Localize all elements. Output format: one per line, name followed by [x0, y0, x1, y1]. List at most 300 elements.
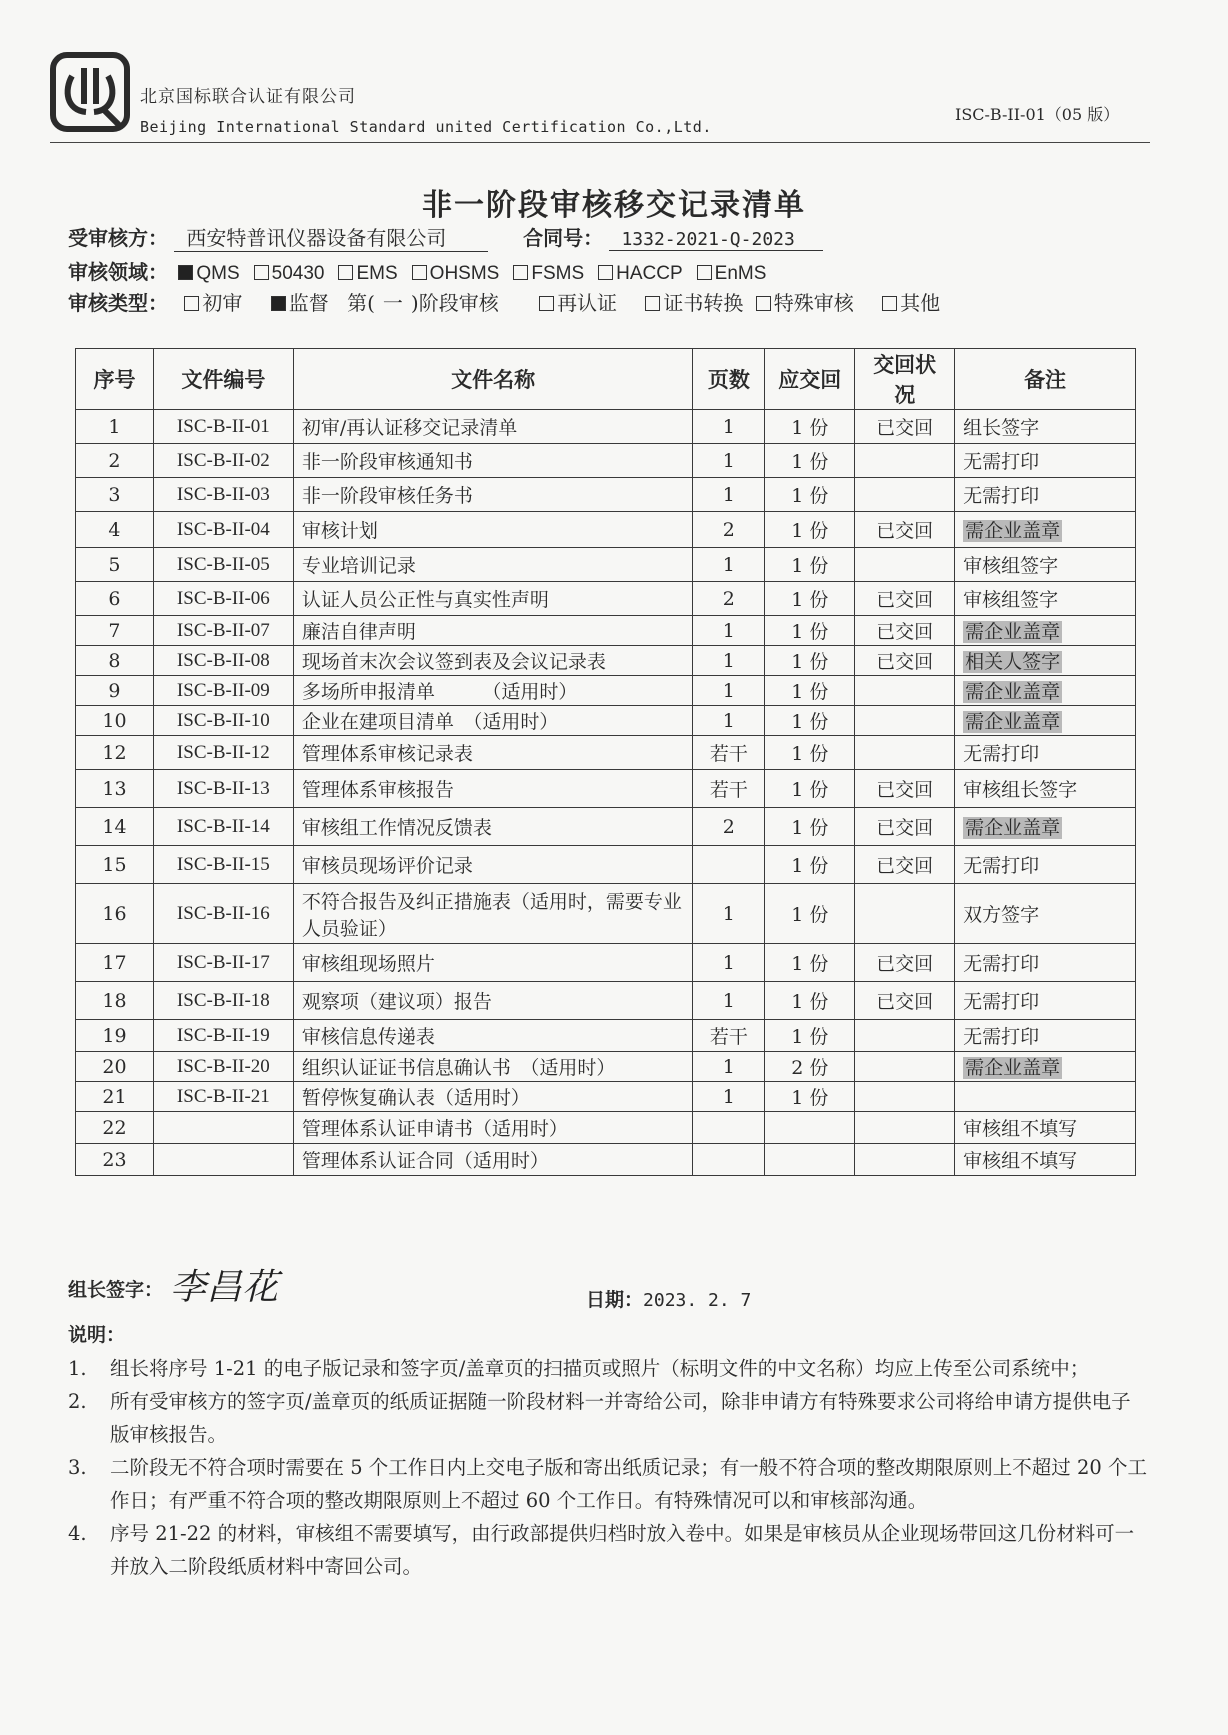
cell-pages-text: 1 [722, 649, 735, 672]
cell-remark-text: 需企业盖章 [965, 621, 1061, 643]
cell-no-text: 1 [108, 415, 121, 438]
cell-code [153, 1112, 293, 1144]
cell-no [76, 808, 154, 846]
cell-no-text: 4 [108, 518, 121, 541]
cell-pages [693, 1144, 765, 1176]
cell-status-text: 已交回 [876, 621, 934, 643]
cell-remark [955, 1112, 1136, 1144]
cell-status [855, 478, 955, 512]
cell-copies [765, 1112, 855, 1144]
cell-remark [955, 616, 1136, 646]
table-row [76, 736, 1136, 770]
cell-code-text: ISC-B-II-19 [176, 1024, 270, 1046]
cell-pages [693, 846, 765, 884]
cell-pages [693, 808, 765, 846]
cell-copies [765, 808, 855, 846]
cell-copies [765, 444, 855, 478]
cell-no [76, 736, 154, 770]
cell-pages-text: 1 [722, 951, 735, 974]
cell-pages [693, 548, 765, 582]
cell-copies [765, 1052, 855, 1082]
checkbox-recert[interactable] [539, 296, 554, 311]
cell-no-text: 2 [108, 449, 121, 472]
cell-name-text: 管理体系认证合同（适用时） [301, 1150, 549, 1172]
document-title: 非一阶段审核移交记录清单 [422, 188, 806, 223]
cell-copies-text: 1 份 [791, 855, 829, 877]
header-no: 序号 [76, 349, 154, 410]
table-row [76, 1052, 1136, 1082]
cell-no-text: 14 [102, 815, 127, 838]
cell-remark-text: 无需打印 [963, 451, 1040, 473]
cell-no [76, 478, 154, 512]
cell-no-text: 7 [108, 619, 121, 642]
cell-pages [693, 582, 765, 616]
cell-pages-text: 2 [722, 518, 735, 541]
option-transfer: 证书转换 [663, 291, 744, 315]
cell-name-text: 初审/再认证移交记录清单 [301, 417, 518, 439]
cell-copies [765, 512, 855, 548]
checkbox-domain-enms[interactable] [697, 265, 712, 280]
cell-no [76, 1052, 154, 1082]
cell-name [293, 808, 693, 846]
cell-pages-text: 若干 [709, 743, 748, 765]
checkbox-domain-haccp[interactable] [598, 265, 613, 280]
cell-name-text: 审核计划 [301, 520, 378, 542]
header-copies: 应交回 [765, 349, 855, 410]
cell-pages [693, 1112, 765, 1144]
cell-name-text: 组织认证证书信息确认书 （适用时） [301, 1057, 616, 1079]
note-text: 二阶段无不符合项时需要在 5 个工作日内上交电子版和寄出纸质记录；有一般不符合项的整改期限原则上不超过 20 个工作日；有严重不符合项的整改期限原则上不超过 60 个工作日。有特殊情况可以和审核部沟通。 [110, 1456, 1148, 1512]
cell-code [153, 582, 293, 616]
cell-status [855, 736, 955, 770]
cell-remark-text: 需企业盖章 [965, 681, 1061, 703]
cell-status-text: 已交回 [876, 855, 934, 877]
cell-remark [955, 982, 1136, 1020]
cell-status [855, 582, 955, 616]
note-number: 1. [68, 1357, 87, 1380]
cell-copies [765, 646, 855, 676]
cell-status-text: 已交回 [876, 817, 934, 839]
cell-pages [693, 982, 765, 1020]
checkbox-initial[interactable] [184, 296, 199, 311]
cell-name [293, 676, 693, 706]
cell-name [293, 1112, 693, 1144]
checkbox-other[interactable] [882, 296, 897, 311]
cell-code-text: ISC-B-II-14 [176, 815, 270, 837]
cell-code [153, 1144, 293, 1176]
cell-remark-text: 需企业盖章 [965, 1057, 1061, 1079]
cell-code [153, 1020, 293, 1052]
table-row [76, 512, 1136, 548]
cell-copies-text: 1 份 [791, 589, 829, 611]
header-pages: 页数 [693, 349, 765, 410]
records-table [75, 348, 1136, 1176]
cell-remark [955, 884, 1136, 944]
leader-sign-label: 组长签字： [68, 1279, 164, 1301]
cell-code-text: ISC-B-II-13 [176, 777, 270, 799]
domain-option-label: OHSMS [429, 263, 500, 284]
cell-copies-text: 2 份 [791, 1057, 829, 1079]
cell-pages [693, 1020, 765, 1052]
table-header-row [76, 349, 1136, 410]
cell-name [293, 646, 693, 676]
cell-name [293, 982, 693, 1020]
table-row [76, 944, 1136, 982]
cell-copies [765, 478, 855, 512]
table-row [76, 646, 1136, 676]
audited-party-value: 西安特普讯仪器设备有限公司 [174, 222, 488, 252]
cell-pages-text: 若干 [709, 779, 748, 801]
checkbox-domain-ohsms[interactable] [412, 265, 427, 280]
cell-remark-text: 需企业盖章 [965, 711, 1061, 733]
stage-value: 一 [382, 291, 403, 315]
cell-name-text: 企业在建项目清单 （适用时） [301, 711, 559, 733]
cell-code [153, 646, 293, 676]
cell-status-text: 已交回 [876, 651, 934, 673]
checkbox-transfer[interactable] [645, 296, 660, 311]
cell-status-text: 已交回 [876, 520, 934, 542]
cell-name-text: 审核员现场评价记录 [301, 855, 473, 877]
cell-name [293, 944, 693, 982]
cell-copies [765, 982, 855, 1020]
table-row [76, 706, 1136, 736]
cell-name [293, 548, 693, 582]
cell-no-text: 18 [102, 989, 127, 1012]
domain-option-label: FSMS [531, 263, 585, 284]
cell-copies [765, 410, 855, 444]
cell-name-text: 非一阶段审核通知书 [301, 451, 473, 473]
cell-copies [765, 944, 855, 982]
option-other: 其他 [900, 291, 941, 315]
cell-pages-text: 2 [722, 587, 735, 610]
cell-code-text: ISC-B-II-12 [176, 741, 270, 763]
cell-remark [955, 1052, 1136, 1082]
cell-copies [765, 770, 855, 808]
table-row [76, 410, 1136, 444]
cell-no-text: 6 [108, 587, 121, 610]
cell-code [153, 982, 293, 1020]
date-row [586, 1285, 751, 1312]
cell-pages-text: 1 [722, 709, 735, 732]
cell-no [76, 616, 154, 646]
note-item [68, 1517, 1148, 1583]
cell-copies-text: 1 份 [791, 651, 829, 673]
note-number: 2. [68, 1390, 87, 1413]
note-text: 所有受审核方的签字页/盖章页的纸质证据随一阶段材料一并寄给公司，除非申请方有特殊要求公司将给申请方提供电子版审核报告。 [110, 1390, 1131, 1446]
cell-copies [765, 1020, 855, 1052]
cell-code [153, 410, 293, 444]
cell-no-text: 16 [102, 902, 127, 925]
cell-no [76, 706, 154, 736]
cell-copies-text: 1 份 [791, 417, 829, 439]
cell-no [76, 646, 154, 676]
cell-code-text: ISC-B-II-06 [176, 587, 270, 609]
cell-name-text: 现场首末次会议签到表及会议记录表 [301, 651, 606, 673]
company-name-cn: 北京国标联合认证有限公司 [140, 87, 356, 107]
cell-no-text: 21 [102, 1085, 127, 1108]
cell-name-text: 管理体系审核记录表 [301, 743, 473, 765]
cell-copies [765, 582, 855, 616]
cell-remark [955, 944, 1136, 982]
cell-status [855, 1082, 955, 1112]
cell-status [855, 884, 955, 944]
domain-option-label: QMS [196, 263, 240, 284]
cell-status [855, 1144, 955, 1176]
cell-no-text: 8 [108, 649, 121, 672]
table-row [76, 1082, 1136, 1112]
cell-remark-text: 审核组签字 [963, 589, 1059, 611]
cell-name [293, 1020, 693, 1052]
checkbox-domain-50430[interactable] [254, 265, 269, 280]
cell-name [293, 1082, 693, 1112]
cell-remark [955, 736, 1136, 770]
cell-copies [765, 548, 855, 582]
cell-name-text: 审核信息传递表 [301, 1026, 435, 1048]
cell-code-text: ISC-B-II-21 [176, 1085, 270, 1107]
cell-status-text: 已交回 [876, 589, 934, 611]
stage-prefix: 第( [347, 291, 375, 315]
cell-copies-text: 1 份 [791, 485, 829, 507]
cell-status [855, 808, 955, 846]
checkbox-surveillance[interactable] [271, 296, 286, 311]
checkbox-domain-qms[interactable] [178, 265, 193, 280]
option-surveillance: 监督 [288, 291, 329, 315]
table-row [76, 582, 1136, 616]
cell-code-text: ISC-B-II-09 [176, 679, 270, 701]
option-initial: 初审 [202, 291, 243, 315]
cell-code-text: ISC-B-II-10 [176, 709, 270, 731]
cell-code-text: ISC-B-II-20 [176, 1055, 270, 1077]
cell-no-text: 12 [102, 741, 127, 764]
cell-status [855, 444, 955, 478]
checkbox-domain-fsms[interactable] [513, 265, 528, 280]
cell-name-text: 廉洁自律声明 [301, 621, 416, 643]
date-value: 2023. 2. 7 [643, 1290, 752, 1311]
cell-pages-text: 1 [722, 902, 735, 925]
cell-copies-text: 1 份 [791, 451, 829, 473]
cell-status [855, 1052, 955, 1082]
note-item [68, 1352, 1148, 1385]
cell-code [153, 444, 293, 478]
cell-code-text: ISC-B-II-17 [176, 951, 270, 973]
cell-remark-text: 审核组签字 [963, 555, 1059, 577]
cell-pages-text: 若干 [709, 1026, 748, 1048]
table-row [76, 884, 1136, 944]
cell-name [293, 884, 693, 944]
note-text: 序号 21-22 的材料，审核组不需要填写，由行政部提供归档时放入卷中。如果是审核员从企业现场带回这几份材料可一并放入二阶段纸质材料中寄回公司。 [110, 1522, 1135, 1578]
cell-copies [765, 706, 855, 736]
table-row [76, 676, 1136, 706]
cell-no [76, 444, 154, 478]
cell-copies-text: 1 份 [791, 817, 829, 839]
cell-name [293, 616, 693, 646]
cell-remark-text: 组长签字 [963, 417, 1040, 439]
cell-no-text: 23 [102, 1148, 127, 1171]
cell-remark [955, 512, 1136, 548]
cell-no [76, 676, 154, 706]
cell-no [76, 944, 154, 982]
cell-pages [693, 444, 765, 478]
cell-pages [693, 944, 765, 982]
option-special: 特殊审核 [773, 291, 854, 315]
checkbox-domain-ems[interactable] [338, 265, 353, 280]
cell-remark-text: 需企业盖章 [965, 520, 1061, 542]
cell-no-text: 5 [108, 553, 121, 576]
cell-name [293, 582, 693, 616]
cell-name [293, 512, 693, 548]
cell-name [293, 410, 693, 444]
cell-remark-text: 无需打印 [963, 485, 1040, 507]
table-row [76, 478, 1136, 512]
cell-pages-text: 1 [722, 1055, 735, 1078]
cell-name [293, 478, 693, 512]
cell-copies-text: 1 份 [791, 779, 829, 801]
table-row [76, 770, 1136, 808]
cell-remark-text: 双方签字 [963, 904, 1040, 926]
cell-name-text: 认证人员公正性与真实性声明 [301, 589, 549, 611]
cell-no [76, 1082, 154, 1112]
cell-name [293, 1052, 693, 1082]
cell-pages-text: 1 [722, 1085, 735, 1108]
cell-copies [765, 1082, 855, 1112]
company-name-en: Beijing International Standard united Certification Co.,Ltd. [140, 118, 712, 136]
cell-code-text: ISC-B-II-02 [176, 449, 270, 471]
cell-copies [765, 616, 855, 646]
cell-status [855, 512, 955, 548]
cell-status [855, 846, 955, 884]
cell-copies-text: 1 份 [791, 1087, 829, 1109]
cell-pages-text: 1 [722, 415, 735, 438]
cell-status [855, 616, 955, 646]
table-row [76, 548, 1136, 582]
cell-remark [955, 410, 1136, 444]
cell-no [76, 582, 154, 616]
cell-name-text: 管理体系认证申请书（适用时） [301, 1118, 568, 1140]
cell-copies [765, 846, 855, 884]
cell-pages [693, 478, 765, 512]
cell-remark-text: 审核组长签字 [963, 779, 1078, 801]
cell-copies-text: 1 份 [791, 711, 829, 733]
cell-pages-text: 2 [722, 815, 735, 838]
cell-no [76, 1020, 154, 1052]
date-label: 日期： [586, 1289, 644, 1311]
cell-remark-text: 无需打印 [963, 855, 1040, 877]
table-row [76, 444, 1136, 478]
cell-code-text: ISC-B-II-08 [176, 649, 270, 671]
cell-code-text: ISC-B-II-01 [176, 415, 270, 437]
cell-remark-text: 无需打印 [963, 1026, 1040, 1048]
cell-no-text: 13 [102, 777, 127, 800]
note-item [68, 1385, 1148, 1451]
cell-name-text: 专业培训记录 [301, 555, 416, 577]
cell-status-text: 已交回 [876, 953, 934, 975]
cell-no [76, 1144, 154, 1176]
table-row [76, 808, 1136, 846]
table-row [76, 1112, 1136, 1144]
cell-pages-text: 1 [722, 619, 735, 642]
cell-no-text: 15 [102, 853, 127, 876]
cell-remark [955, 846, 1136, 884]
cell-pages-text: 1 [722, 989, 735, 1012]
cell-pages [693, 706, 765, 736]
table-row [76, 982, 1136, 1020]
contract-value: 1332-2021-Q-2023 [609, 229, 823, 251]
header-name: 文件名称 [293, 349, 693, 410]
cell-status [855, 410, 955, 444]
checkbox-special[interactable] [756, 296, 771, 311]
cell-status [855, 982, 955, 1020]
table-row [76, 846, 1136, 884]
cell-remark [955, 676, 1136, 706]
cell-remark [955, 1082, 1136, 1112]
cell-remark-text: 需企业盖章 [965, 817, 1061, 839]
cell-name-text: 观察项（建议项）报告 [301, 991, 492, 1013]
note-text: 组长将序号 1-21 的电子版记录和签字页/盖章页的扫描页或照片（标明文件的中文名称）均应上传至公司系统中； [110, 1357, 1090, 1380]
cell-copies-text: 1 份 [791, 953, 829, 975]
cell-status [855, 770, 955, 808]
cell-name-text: 暂停恢复确认表（适用时） [301, 1087, 530, 1109]
cell-code-text: ISC-B-II-04 [176, 518, 270, 540]
cell-code-text: ISC-B-II-03 [176, 483, 270, 505]
cell-name-text: 管理体系审核报告 [301, 779, 454, 801]
cell-name-text: 多场所申报清单 （适用时） [301, 681, 578, 703]
table-row [76, 616, 1136, 646]
stage-suffix: )阶段审核 [410, 291, 499, 315]
cell-status [855, 1020, 955, 1052]
cell-code [153, 736, 293, 770]
cell-name-text: 不符合报告及纠正措施表（适用时，需要专业人员验证） [301, 890, 682, 940]
cell-code [153, 548, 293, 582]
cell-pages-text: 1 [722, 553, 735, 576]
cell-code [153, 944, 293, 982]
header-status: 交回状况 [855, 349, 955, 410]
cell-no-text: 19 [102, 1024, 127, 1047]
cell-remark [955, 770, 1136, 808]
domain-option-label: EnMS [714, 263, 767, 284]
cell-name-text: 审核组工作情况反馈表 [301, 817, 492, 839]
cell-status [855, 676, 955, 706]
cell-pages-text: 1 [722, 449, 735, 472]
cell-name [293, 444, 693, 478]
cell-remark-text: 审核组不填写 [963, 1150, 1078, 1172]
cell-no-text: 3 [108, 483, 121, 506]
domain-option-label: HACCP [616, 263, 683, 284]
cell-copies [765, 884, 855, 944]
cell-pages [693, 736, 765, 770]
cell-remark [955, 478, 1136, 512]
note-number: 4. [68, 1522, 87, 1545]
cell-no [76, 548, 154, 582]
cell-code [153, 846, 293, 884]
header-remark: 备注 [955, 349, 1136, 410]
audit-domain-options [174, 260, 766, 284]
cell-code [153, 616, 293, 646]
cell-name [293, 736, 693, 770]
cell-code-text: ISC-B-II-07 [176, 619, 270, 641]
domain-option-label: 50430 [271, 263, 325, 284]
cell-remark-text: 相关人签字 [965, 651, 1061, 673]
cell-no-text: 22 [102, 1116, 127, 1139]
cell-code [153, 1052, 293, 1082]
cell-copies-text: 1 份 [791, 743, 829, 765]
cell-status [855, 706, 955, 736]
audit-domain-row [68, 256, 766, 285]
cell-pages [693, 1082, 765, 1112]
cell-status-text: 已交回 [876, 417, 934, 439]
cell-remark [955, 808, 1136, 846]
option-recert: 再认证 [557, 291, 618, 315]
cell-copies-text: 1 份 [791, 621, 829, 643]
